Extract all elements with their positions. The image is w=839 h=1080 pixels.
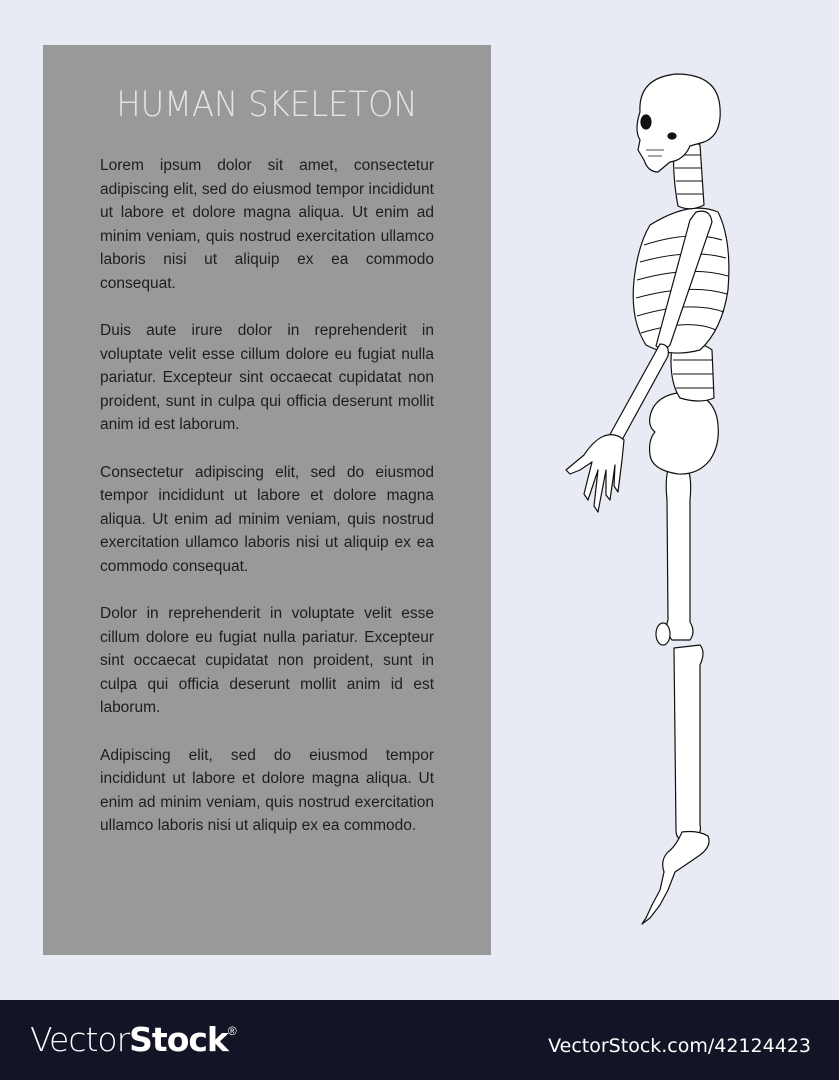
image-url: VectorStock.com/42124423 <box>548 1035 811 1057</box>
footer-bar <box>0 1000 839 1080</box>
vectorstock-logo: VectorStock® <box>30 1020 236 1059</box>
paragraph: Duis aute irure dolor in reprehenderit in voluptate velit esse cillum dolore eu fugiat nulla pariatur. Excepteur sint occaecat cupidatat non proident, sunt in culpa qui officia deserunt mollit anim id est laborum. <box>100 322 434 433</box>
femur <box>666 470 693 640</box>
paragraph: Consectetur adipiscing elit, sed do eiusmod tempor incididunt ut labore et dolore magna aliqua. Ut enim ad minim veniam, quis nostrud exercitation ullamco laboris nisi ut aliquip ex ea commodo consequat. <box>100 463 434 575</box>
tibia <box>674 645 703 840</box>
paragraph: Adipiscing elit, sed do eiusmod tempor incididunt ut labore et dolore magna aliqua. Ut enim ad minim veniam, quis nostrud exercitation ullamco laboris nisi ut aliquip ex ea commodo. <box>100 746 434 834</box>
kneecap <box>656 623 670 645</box>
panel-body <box>100 154 434 862</box>
panel-title: HUMAN SKELETON <box>116 85 418 125</box>
foot <box>642 832 709 925</box>
info-panel <box>43 45 491 955</box>
pelvis <box>650 392 719 474</box>
hand <box>566 435 624 512</box>
paragraph: Lorem ipsum dolor sit amet, consectetur adipiscing elit, sed do eiusmod tempor incididunt ut labore et dolore magna aliqua. Ut enim ad minim veniam, quis nostrud exercitation ullamco laboris nisi ut aliquip ex ea commodo consequat. <box>100 157 434 292</box>
ear-hole <box>668 133 676 139</box>
eye-socket <box>641 115 651 129</box>
skeleton-illustration <box>540 60 740 940</box>
paragraph: Dolor in reprehenderit in voluptate velit esse cillum dolore eu fugiat nulla pariatur. Excepteur sint occaecat cupidatat non proident, sunt in culpa qui officia deserunt mollit anim id est laborum. <box>100 605 434 716</box>
